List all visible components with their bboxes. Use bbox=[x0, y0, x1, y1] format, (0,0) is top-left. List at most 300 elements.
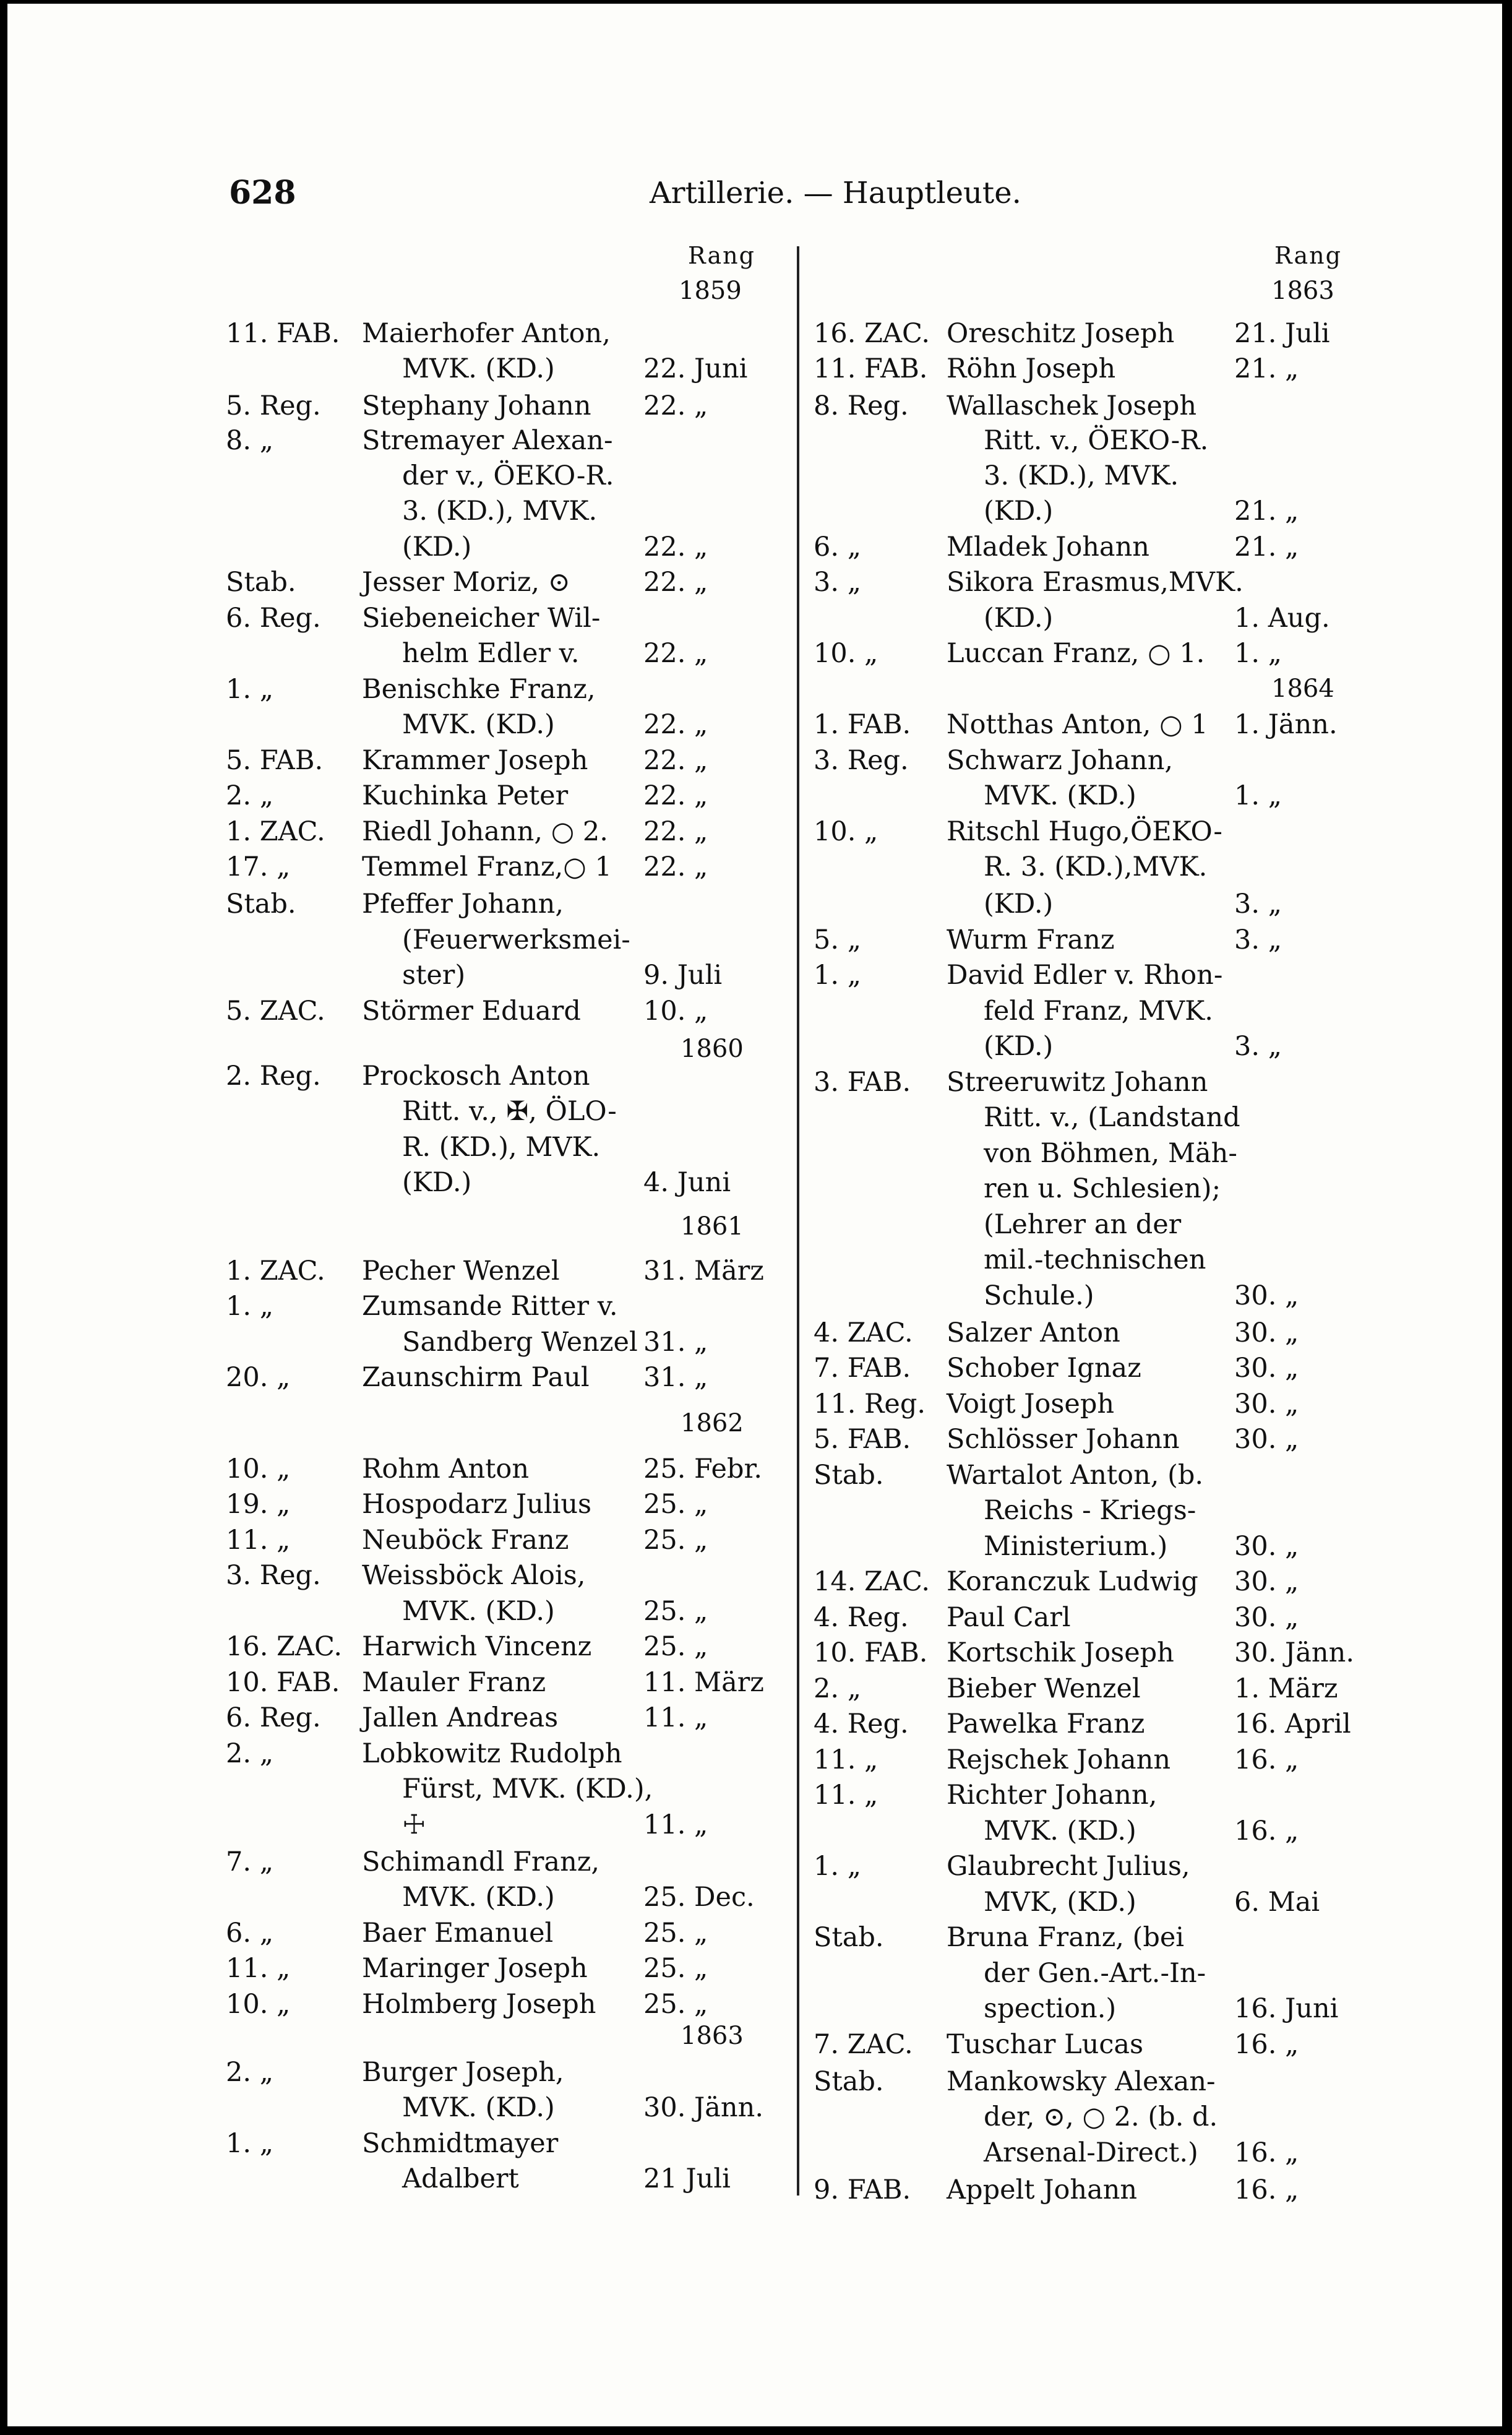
officer-name: Ritt. v., ✠, ÖLO- bbox=[402, 1096, 617, 1127]
page-number: 628 bbox=[229, 174, 296, 212]
officer-name: Schule.) bbox=[984, 1280, 1094, 1311]
officer-name: der v., ÖEKO-R. bbox=[402, 460, 614, 491]
rank-date: 25. „ bbox=[643, 1489, 708, 1520]
entry-line bbox=[814, 388, 1482, 424]
entry-line bbox=[226, 1253, 770, 1289]
entry-line bbox=[814, 849, 1482, 885]
entry-line bbox=[814, 2099, 1482, 2135]
entry-line bbox=[814, 1350, 1482, 1386]
regiment-label: 6. Reg. bbox=[226, 603, 321, 634]
entry-line bbox=[226, 600, 770, 636]
officer-name: Mladek Johann bbox=[947, 532, 1149, 562]
officer-name: Stremayer Alexan- bbox=[362, 425, 613, 456]
officer-name: ster) bbox=[402, 960, 466, 991]
officer-name: Hospodarz Julius bbox=[362, 1489, 592, 1520]
officer-name: Salzer Anton bbox=[947, 1317, 1120, 1348]
rank-date: 3. „ bbox=[1234, 924, 1282, 955]
officer-name: Baer Emanuel bbox=[362, 1918, 554, 1949]
regiment-label: 3. FAB. bbox=[814, 1067, 911, 1098]
regiment-label: 1. „ bbox=[226, 674, 273, 705]
regiment-label: 5. Reg. bbox=[226, 390, 321, 421]
officer-name: Rejschek Johann bbox=[947, 1744, 1171, 1775]
officer-name: Benischke Franz, bbox=[362, 674, 596, 705]
officer-name: David Edler v. Rhon- bbox=[947, 960, 1223, 991]
entry-line bbox=[814, 2064, 1482, 2100]
officer-name: Jesser Moriz, ⊙ bbox=[362, 567, 570, 598]
officer-name: Rohm Anton bbox=[362, 1454, 530, 1485]
officer-name: Schimandl Franz, bbox=[362, 1847, 600, 1877]
officer-name: Ritschl Hugo,ÖEKO- bbox=[947, 816, 1222, 847]
officer-name: der Gen.-Art.-In- bbox=[984, 1958, 1206, 1989]
regiment-label: 4. ZAC. bbox=[814, 1317, 913, 1348]
rank-date: 1. „ bbox=[1234, 638, 1282, 669]
officer-name: helm Edler v. bbox=[402, 638, 580, 669]
rank-date: 30. „ bbox=[1234, 1424, 1299, 1455]
officer-name: Glaubrecht Julius, bbox=[947, 1851, 1190, 1882]
officer-name: Appelt Johann bbox=[947, 2174, 1138, 2205]
rank-date: 9. Juli bbox=[643, 960, 723, 991]
officer-name: Tuschar Lucas bbox=[947, 2029, 1144, 2060]
regiment-label: 5. FAB. bbox=[814, 1424, 911, 1455]
entry-line bbox=[814, 1136, 1482, 1171]
officer-name: MVK. (KD.) bbox=[402, 2092, 555, 2123]
rank-date: 30. „ bbox=[1234, 1389, 1299, 1420]
rank-date: 6. Mai bbox=[1234, 1887, 1320, 1918]
regiment-label: 1. ZAC. bbox=[226, 1256, 325, 1286]
rank-date: 25. Febr. bbox=[643, 1454, 763, 1485]
regiment-label: 1. „ bbox=[814, 960, 861, 991]
regiment-label: 4. Reg. bbox=[814, 1602, 909, 1633]
rank-date: 30. Jänn. bbox=[643, 2092, 763, 2123]
officer-name: Mankowsky Alexan- bbox=[947, 2066, 1216, 2097]
officer-name: (KD.) bbox=[402, 1167, 472, 1198]
entry-line bbox=[814, 1207, 1482, 1243]
entry-line bbox=[814, 1528, 1482, 1564]
officer-name: Adalbert bbox=[402, 2163, 519, 2194]
entry-line bbox=[814, 1493, 1482, 1528]
officer-name: Zumsande Ritter v. bbox=[362, 1291, 618, 1322]
entry-line bbox=[814, 886, 1482, 922]
regiment-label: 11. „ bbox=[226, 1525, 291, 1556]
officer-name: (Lehrer an der bbox=[984, 1209, 1182, 1240]
rank-date: 22. „ bbox=[643, 780, 708, 811]
entry-line bbox=[226, 564, 770, 600]
entry-line bbox=[226, 1522, 770, 1558]
rank-date: 21. „ bbox=[1234, 532, 1299, 562]
left-year-header: 1863 bbox=[681, 2022, 744, 2050]
regiment-label: 17. „ bbox=[226, 851, 291, 882]
entry-line bbox=[814, 529, 1482, 565]
entry-line bbox=[226, 1593, 770, 1629]
entry-line bbox=[226, 1950, 770, 1986]
entry-line bbox=[814, 2135, 1482, 2171]
entry-line bbox=[814, 1600, 1482, 1636]
rank-date: 11. „ bbox=[643, 1702, 708, 1733]
officer-name: Stephany Johann bbox=[362, 390, 591, 421]
officer-name: mil.-technischen bbox=[984, 1244, 1206, 1275]
officer-name: Ritt. v., (Landstand bbox=[984, 1102, 1240, 1133]
entry-line bbox=[814, 316, 1482, 351]
entry-line bbox=[814, 1635, 1482, 1671]
regiment-label: 7. ZAC. bbox=[814, 2029, 913, 2060]
regiment-label: 10. „ bbox=[814, 816, 878, 847]
officer-name: MVK, (KD.) bbox=[984, 1887, 1136, 1918]
officer-name: (Feuerwerksmei- bbox=[402, 924, 630, 955]
entry-line bbox=[814, 1671, 1482, 1707]
regiment-label: 20. „ bbox=[226, 1362, 291, 1393]
rank-date: 21. Juli bbox=[1234, 318, 1330, 349]
officer-name: MVK. (KD.) bbox=[402, 1882, 555, 1913]
entry-line bbox=[226, 1807, 770, 1843]
officer-name: spection.) bbox=[984, 1993, 1117, 2024]
entry-line bbox=[814, 600, 1482, 636]
rank-date: 22. „ bbox=[643, 816, 708, 847]
rank-date: 31. März bbox=[643, 1256, 764, 1286]
rank-date: 30. „ bbox=[1234, 1317, 1299, 1348]
left-rang-label: Rang bbox=[688, 242, 755, 269]
entry-line bbox=[814, 351, 1482, 387]
entry-line bbox=[226, 993, 770, 1029]
entry-line bbox=[814, 1064, 1482, 1100]
rank-date: 16. „ bbox=[1234, 1816, 1299, 1847]
regiment-label: 5. FAB. bbox=[226, 745, 324, 776]
entry-line bbox=[814, 743, 1482, 778]
regiment-label: 6. „ bbox=[226, 1918, 273, 1949]
regiment-label: 2. „ bbox=[226, 1738, 273, 1769]
rank-date: 22. „ bbox=[643, 390, 708, 421]
officer-name: (KD.) bbox=[984, 889, 1054, 920]
officer-name: Pfeffer Johann, bbox=[362, 889, 564, 920]
officer-name: R. 3. (KD.),MVK. bbox=[984, 851, 1208, 882]
officer-name: Neuböck Franz bbox=[362, 1525, 569, 1556]
regiment-label: 2. „ bbox=[226, 2057, 273, 2088]
entry-line bbox=[814, 1920, 1482, 1955]
regiment-label: 16. ZAC. bbox=[814, 318, 930, 349]
rank-date: 1. Jänn. bbox=[1234, 709, 1338, 740]
entry-line bbox=[226, 1324, 770, 1360]
officer-name: Siebeneicher Wil- bbox=[362, 603, 601, 634]
officer-name: Lobkowitz Rudolph bbox=[362, 1738, 622, 1769]
rank-date: 22. „ bbox=[643, 567, 708, 598]
officer-name: Temmel Franz,○ 1 bbox=[362, 851, 612, 882]
officer-name: Oreschitz Joseph bbox=[947, 318, 1175, 349]
entry-line bbox=[814, 1848, 1482, 1884]
left-year-header: 1859 bbox=[679, 277, 742, 305]
officer-name: Streeruwitz Johann bbox=[947, 1067, 1208, 1098]
officer-name: Röhn Joseph bbox=[947, 353, 1116, 384]
regiment-label: 6. Reg. bbox=[226, 1702, 321, 1733]
officer-name: Schlösser Johann bbox=[947, 1424, 1180, 1455]
officer-name: ren u. Schlesien); bbox=[984, 1173, 1221, 1204]
rank-date: 31. „ bbox=[643, 1327, 708, 1358]
officer-name: Schwarz Johann, bbox=[947, 745, 1174, 776]
regiment-label: 1. ZAC. bbox=[226, 816, 325, 847]
regiment-label: 2. Reg. bbox=[226, 1061, 321, 1092]
entry-line bbox=[226, 814, 770, 850]
officer-name: MVK. (KD.) bbox=[402, 353, 555, 384]
regiment-label: 7. FAB. bbox=[814, 1353, 911, 1384]
rank-date: 22. „ bbox=[643, 638, 708, 669]
officer-name: (KD.) bbox=[984, 496, 1054, 527]
entry-line bbox=[814, 1742, 1482, 1778]
regiment-label: 11. FAB. bbox=[226, 318, 340, 349]
regiment-label: 5. ZAC. bbox=[226, 996, 325, 1027]
rank-date: 25. „ bbox=[643, 1953, 708, 1984]
entry-line bbox=[226, 1700, 770, 1736]
officer-name: Wurm Franz bbox=[947, 924, 1115, 955]
entry-line bbox=[814, 1100, 1482, 1136]
officer-name: 3. (KD.), MVK. bbox=[984, 460, 1179, 491]
officer-name: der, ⊙, ○ 2. (b. d. bbox=[984, 2101, 1218, 2132]
rank-date: 25. „ bbox=[643, 1525, 708, 1556]
entry-line bbox=[226, 423, 770, 459]
rank-date: 11. März bbox=[643, 1667, 764, 1698]
rank-date: 25. „ bbox=[643, 1989, 708, 2020]
officer-name: Bruna Franz, (bei bbox=[947, 1922, 1185, 1953]
entry-line bbox=[226, 529, 770, 565]
entry-line bbox=[226, 886, 770, 922]
entry-line bbox=[814, 1706, 1482, 1742]
officer-name: Sandberg Wenzel bbox=[402, 1327, 638, 1358]
entry-line bbox=[226, 493, 770, 529]
regiment-label: 8. Reg. bbox=[814, 390, 909, 421]
entry-line bbox=[226, 1288, 770, 1324]
entry-line bbox=[814, 1278, 1482, 1314]
entry-line bbox=[226, 351, 770, 387]
entry-line bbox=[814, 1242, 1482, 1278]
officer-name: Jallen Andreas bbox=[362, 1702, 559, 1733]
officer-name: Sikora Erasmus,MVK. bbox=[947, 567, 1244, 598]
entry-line bbox=[226, 743, 770, 778]
regiment-label: 4. Reg. bbox=[814, 1709, 909, 1739]
regiment-label: 7. „ bbox=[226, 1847, 273, 1877]
regiment-label: 5. „ bbox=[814, 924, 861, 955]
entry-line bbox=[226, 1165, 770, 1200]
rank-date: 22. Juni bbox=[643, 353, 748, 384]
officer-name: MVK. (KD.) bbox=[402, 1596, 555, 1627]
rank-date: 21. „ bbox=[1234, 496, 1299, 527]
entry-line bbox=[814, 1386, 1482, 1422]
entry-line bbox=[814, 922, 1482, 958]
rank-date: 22. „ bbox=[643, 851, 708, 882]
entry-line bbox=[226, 957, 770, 993]
officer-name: (KD.) bbox=[402, 532, 472, 562]
entry-line bbox=[814, 814, 1482, 850]
officer-name: Kortschik Joseph bbox=[947, 1637, 1174, 1668]
regiment-label: Stab. bbox=[814, 1922, 884, 1953]
officer-name: Schober Ignaz bbox=[947, 1353, 1141, 1384]
regiment-label: 11. FAB. bbox=[814, 353, 928, 384]
rank-date: 30. „ bbox=[1234, 1280, 1299, 1311]
entry-line bbox=[814, 1315, 1482, 1351]
officer-name: Mauler Franz bbox=[362, 1667, 546, 1698]
left-year-header: 1862 bbox=[681, 1409, 744, 1437]
entry-line bbox=[814, 778, 1482, 814]
officer-name: (KD.) bbox=[984, 603, 1054, 634]
officer-name: Paul Carl bbox=[947, 1602, 1071, 1633]
officer-name: Bieber Wenzel bbox=[947, 1673, 1141, 1704]
rank-date: 21. „ bbox=[1234, 353, 1299, 384]
officer-name: MVK. (KD.) bbox=[402, 709, 555, 740]
rank-date: 30. „ bbox=[1234, 1531, 1299, 1562]
officer-name: Richter Johann, bbox=[947, 1780, 1158, 1811]
rank-date: 25. „ bbox=[643, 1631, 708, 1662]
column-divider bbox=[797, 246, 799, 2196]
rank-date: 21 Juli bbox=[643, 2163, 731, 2194]
right-year-header: 1864 bbox=[1271, 674, 1334, 703]
rank-date: 30. „ bbox=[1234, 1602, 1299, 1633]
entry-line bbox=[226, 316, 770, 351]
regiment-label: 1. „ bbox=[814, 1851, 861, 1882]
regiment-label: 6. „ bbox=[814, 532, 861, 562]
regiment-label: 2. „ bbox=[814, 1673, 861, 1704]
officer-name: Arsenal-Direct.) bbox=[984, 2137, 1198, 2168]
rank-date: 22. „ bbox=[643, 709, 708, 740]
entry-line bbox=[226, 1879, 770, 1915]
regiment-label: Stab. bbox=[226, 567, 296, 598]
officer-name: Pecher Wenzel bbox=[362, 1256, 560, 1286]
regiment-label: Stab. bbox=[814, 2066, 884, 2097]
entry-line bbox=[814, 1884, 1482, 1920]
rank-date: 30. „ bbox=[1234, 1353, 1299, 1384]
rank-date: 3. „ bbox=[1234, 1031, 1282, 1062]
running-head: Artillerie. — Hauptleute. bbox=[650, 176, 1021, 210]
entry-line bbox=[814, 2172, 1482, 2208]
officer-name: Reichs - Kriegs- bbox=[984, 1495, 1196, 1526]
entry-line bbox=[814, 2027, 1482, 2062]
entry-line bbox=[814, 1955, 1482, 1991]
entry-line bbox=[814, 993, 1482, 1029]
rank-date: 25. Dec. bbox=[643, 1882, 755, 1913]
regiment-label: 11. „ bbox=[226, 1953, 291, 1984]
regiment-label: 2. „ bbox=[226, 780, 273, 811]
rank-date: 31. „ bbox=[643, 1362, 708, 1393]
regiment-label: 3. Reg. bbox=[226, 1560, 321, 1591]
entry-line bbox=[226, 458, 770, 494]
regiment-label: 10. „ bbox=[226, 1454, 291, 1485]
officer-name: Notthas Anton, ○ 1 bbox=[947, 709, 1208, 740]
regiment-label: 11. „ bbox=[814, 1780, 878, 1811]
rank-date: 1. „ bbox=[1234, 780, 1282, 811]
entry-line bbox=[814, 1813, 1482, 1849]
entry-line bbox=[226, 1486, 770, 1522]
entry-line bbox=[226, 922, 770, 958]
entry-line bbox=[226, 2161, 770, 2197]
regiment-label: 9. FAB. bbox=[814, 2174, 911, 2205]
officer-name: Holmberg Joseph bbox=[362, 1989, 596, 2020]
entry-line bbox=[814, 1991, 1482, 2027]
regiment-label: 1. „ bbox=[226, 2128, 273, 2159]
rank-date: 22. „ bbox=[643, 745, 708, 776]
officer-name: Prockosch Anton bbox=[362, 1061, 590, 1092]
officer-name: Fürst, MVK. (KD.), bbox=[402, 1773, 653, 1804]
rank-date: 11. „ bbox=[643, 1809, 708, 1840]
officer-name: ☩ bbox=[402, 1809, 426, 1840]
regiment-label: 11. „ bbox=[814, 1744, 878, 1775]
entry-line bbox=[226, 1771, 770, 1807]
officer-name: Maierhofer Anton, bbox=[362, 318, 611, 349]
officer-name: Burger Joseph, bbox=[362, 2057, 564, 2088]
regiment-label: 14. ZAC. bbox=[814, 1566, 930, 1597]
entry-line bbox=[226, 778, 770, 814]
entry-line bbox=[226, 1844, 770, 1880]
officer-name: Ministerium.) bbox=[984, 1531, 1168, 1562]
entry-line bbox=[226, 388, 770, 424]
right-rang-label: Rang bbox=[1274, 242, 1342, 269]
entry-line bbox=[226, 1093, 770, 1129]
entry-line bbox=[226, 1129, 770, 1165]
entry-line bbox=[226, 1360, 770, 1395]
entry-line bbox=[814, 1421, 1482, 1457]
rank-date: 30. „ bbox=[1234, 1566, 1299, 1597]
entry-line bbox=[814, 957, 1482, 993]
rank-date: 16. „ bbox=[1234, 1744, 1299, 1775]
entry-line bbox=[226, 671, 770, 707]
officer-name: feld Franz, MVK. bbox=[984, 996, 1213, 1027]
right-year-header: 1863 bbox=[1271, 277, 1334, 305]
officer-name: Kuchinka Peter bbox=[362, 780, 569, 811]
rank-date: 1. Aug. bbox=[1234, 603, 1330, 634]
entry-line bbox=[814, 1777, 1482, 1813]
officer-name: Riedl Johann, ○ 2. bbox=[362, 816, 608, 847]
officer-name: Krammer Joseph bbox=[362, 745, 588, 776]
entry-line bbox=[226, 1558, 770, 1593]
rank-date: 16. April bbox=[1234, 1709, 1351, 1739]
rank-date: 10. „ bbox=[643, 996, 708, 1027]
rank-date: 3. „ bbox=[1234, 889, 1282, 920]
entry-line bbox=[226, 1915, 770, 1951]
officer-name: Weissböck Alois, bbox=[362, 1560, 586, 1591]
entry-line bbox=[226, 1629, 770, 1665]
regiment-label: 1. „ bbox=[226, 1291, 273, 1322]
left-year-header: 1861 bbox=[681, 1212, 744, 1241]
rank-date: 16. „ bbox=[1234, 2174, 1299, 2205]
entry-line bbox=[226, 1451, 770, 1487]
officer-name: von Böhmen, Mäh- bbox=[984, 1138, 1237, 1169]
rank-date: 30. Jänn. bbox=[1234, 1637, 1354, 1668]
officer-name: Wallaschek Joseph bbox=[947, 390, 1197, 421]
entry-line bbox=[814, 423, 1482, 459]
entry-line bbox=[226, 2126, 770, 2161]
rank-date: 4. Juni bbox=[643, 1167, 731, 1198]
officer-name: Luccan Franz, ○ 1. bbox=[947, 638, 1205, 669]
entry-line bbox=[226, 636, 770, 671]
regiment-label: 3. Reg. bbox=[814, 745, 909, 776]
entry-line bbox=[814, 564, 1482, 600]
officer-name: Koranczuk Ludwig bbox=[947, 1566, 1198, 1597]
rank-date: 25. „ bbox=[643, 1596, 708, 1627]
officer-name: Voigt Joseph bbox=[947, 1389, 1115, 1420]
officer-name: Maringer Joseph bbox=[362, 1953, 588, 1984]
regiment-label: 3. „ bbox=[814, 567, 861, 598]
officer-name: Ritt. v., ÖEKO-R. bbox=[984, 425, 1209, 456]
officer-name: Zaunschirm Paul bbox=[362, 1362, 590, 1393]
officer-name: MVK. (KD.) bbox=[984, 780, 1136, 811]
regiment-label: 1. FAB. bbox=[814, 709, 911, 740]
regiment-label: 8. „ bbox=[226, 425, 273, 456]
officer-name: 3. (KD.), MVK. bbox=[402, 496, 598, 527]
regiment-label: 10. FAB. bbox=[226, 1667, 340, 1698]
regiment-label: Stab. bbox=[226, 889, 296, 920]
left-year-header: 1860 bbox=[681, 1035, 744, 1063]
officer-name: R. (KD.), MVK. bbox=[402, 1132, 601, 1163]
regiment-label: Stab. bbox=[814, 1460, 884, 1491]
rank-date: 1. März bbox=[1234, 1673, 1338, 1704]
entry-line bbox=[814, 707, 1482, 743]
rank-date: 16. „ bbox=[1234, 2029, 1299, 2060]
entry-line bbox=[814, 493, 1482, 529]
officer-name: Schmidtmayer bbox=[362, 2128, 559, 2159]
